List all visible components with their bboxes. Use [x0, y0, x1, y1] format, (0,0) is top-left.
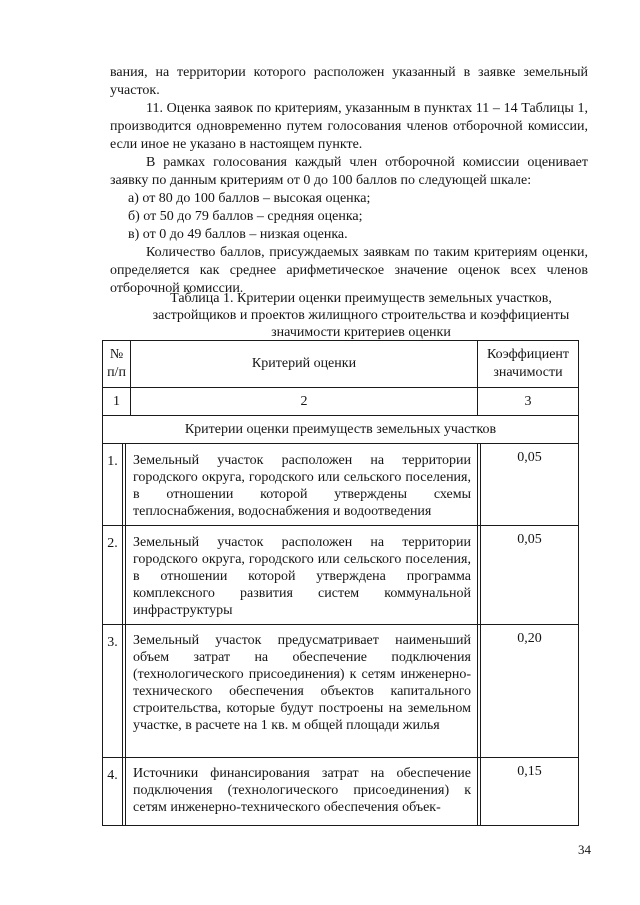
header-coefficient: Коэффициент значимости — [486, 347, 570, 380]
header-criterion: Критерий оценки — [251, 356, 357, 371]
paragraph-item-11: 11. Оценка заявок по критериям, указанным в пунктах 11 – 14 Таблицы 1, производится одновременно путем голосования членов отборочной комиссии, если иное не указано в настоящем пункте. — [110, 101, 588, 152]
paragraph-voting: В рамках голосования каждый член отборочной комиссии оценивает заявку по данным критериям от 0 до 100 баллов по следующей шкале: — [110, 155, 588, 188]
row-number: 3. — [107, 635, 118, 650]
scale-item-low: в) от 0 до 49 баллов – низкая оценка. — [128, 227, 348, 242]
table-column-line — [477, 443, 478, 826]
page-number: 34 — [578, 842, 591, 857]
table-line — [102, 624, 579, 625]
table-border-top — [102, 340, 579, 341]
row-number: 2. — [107, 536, 118, 551]
index-cell-2: 2 — [300, 394, 308, 409]
header-number: № п/п — [107, 347, 126, 380]
paragraph-average: Количество баллов, присуждаемых заявкам по таким критериям оценки, определяется как среднее арифметическое значение оценок всех членов отборочной комиссии. — [110, 245, 588, 296]
row-criterion: Источники финансирования затрат на обеспечение подключения (технологического присоединения) к сетям инженерно-технического обеспечения объек- — [133, 766, 471, 815]
table-border-left — [102, 340, 103, 826]
scale-item-medium: б) от 50 до 79 баллов – средняя оценка; — [128, 209, 363, 224]
table-line — [102, 415, 579, 416]
row-coefficient: 0,05 — [517, 532, 542, 547]
index-cell-1: 1 — [113, 394, 120, 409]
table-line — [102, 443, 579, 444]
row-number: 1. — [107, 454, 118, 469]
scale-item-high: а) от 80 до 100 баллов – высокая оценка; — [128, 191, 371, 206]
table-column-line — [125, 443, 126, 826]
row-criterion: Земельный участок предусматривает наименьший объем затрат на обеспечение подключения (технологического присоединения) к сетям инженерно-технического обеспечения объектов капитального строительства, которые будут построены на земельном участке, в расчете на 1 кв. м общей площади жилья — [133, 633, 471, 733]
table-line — [102, 525, 579, 526]
table-column-line — [122, 443, 123, 826]
row-criterion: Земельный участок расположен на территории городского округа, городского или сельского поселения, в отношении которой утверждена программа комплексного развития систем коммунальной инфраструктуры — [133, 535, 471, 618]
row-coefficient: 0,15 — [517, 764, 542, 779]
row-coefficient: 0,20 — [517, 631, 542, 646]
section-title: Критерии оценки преимуществ земельных участков — [184, 422, 497, 437]
table-line — [102, 757, 579, 758]
table-border-right — [578, 340, 579, 826]
row-criterion: Земельный участок расположен на территории городского округа, городского или сельского поселения, в отношении которой утверждены схемы теплоснабжения, водоснабжения и водоотведения — [133, 453, 471, 519]
paragraph-continuation: вания, на территории которого расположен указанный в заявке земельный участок. — [110, 65, 588, 98]
index-cell-3: 3 — [524, 394, 532, 409]
row-coefficient: 0,05 — [517, 450, 542, 465]
table-caption: Таблица 1. Критерии оценки преимуществ земельных участков, застройщиков и проектов жилищного строительства и коэффициенты значимости критериев оценки — [152, 291, 570, 340]
row-number: 4. — [107, 768, 118, 783]
table-line — [102, 387, 579, 388]
table-border-bottom — [102, 825, 579, 826]
